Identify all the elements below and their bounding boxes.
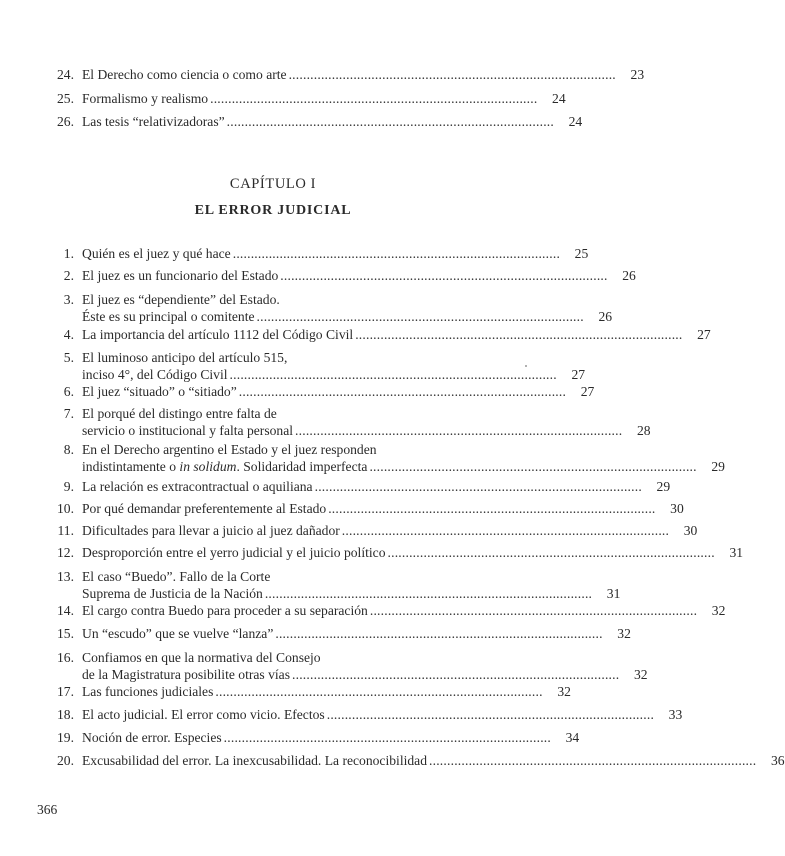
entry-title: Éste es su principal o comitente bbox=[82, 309, 255, 324]
entry-page-number: 31 bbox=[729, 545, 744, 560]
entry-body bbox=[82, 729, 579, 746]
toc-entry bbox=[50, 383, 595, 400]
entry-page-number: 29 bbox=[656, 479, 671, 494]
toc-entry bbox=[50, 326, 711, 343]
entry-body bbox=[82, 478, 670, 495]
dot-leader bbox=[429, 752, 755, 769]
entry-title: El juez es “dependiente” del Estado. bbox=[82, 292, 280, 307]
entry-number: 8. bbox=[63, 442, 74, 457]
entry-body bbox=[82, 602, 725, 619]
toc-entry bbox=[50, 625, 631, 642]
entry-page-number: 33 bbox=[668, 707, 683, 722]
entry-number: 20. bbox=[57, 753, 74, 768]
dot-leader bbox=[369, 458, 695, 475]
entry-title: El Derecho como ciencia o como arte bbox=[82, 67, 287, 82]
entry-body bbox=[82, 245, 588, 262]
entry-title: de la Magistratura posibilite otras vías bbox=[82, 667, 291, 682]
page-number: 366 bbox=[37, 802, 58, 817]
entry-page-number: 32 bbox=[711, 603, 726, 618]
toc-entry bbox=[50, 522, 698, 539]
entry-number: 14. bbox=[57, 603, 74, 618]
entry-number: 15. bbox=[57, 626, 74, 641]
entry-line bbox=[82, 291, 612, 308]
toc-entry bbox=[50, 729, 580, 746]
entry-title: Las funciones judiciales bbox=[82, 684, 214, 699]
entry-line bbox=[82, 349, 585, 366]
entry-body bbox=[82, 113, 582, 130]
entry-title: Formalismo y realismo bbox=[82, 91, 209, 106]
entry-number: 4. bbox=[63, 327, 74, 342]
toc-entry bbox=[50, 66, 645, 83]
entry-body bbox=[82, 752, 785, 769]
entry-line bbox=[82, 706, 682, 723]
toc-entry bbox=[50, 752, 785, 769]
entry-number: 12. bbox=[57, 545, 74, 560]
entry-title: El juez es un funcionario del Estado bbox=[82, 268, 279, 283]
entry-line bbox=[82, 683, 571, 700]
entry-number: 13. bbox=[57, 569, 74, 584]
entry-title: La relación es extracontractual o aquiliana bbox=[82, 479, 313, 494]
toc-entry bbox=[50, 349, 586, 383]
entry-title: El juez “situado” o “sitiado” bbox=[82, 384, 237, 399]
dot-leader bbox=[355, 326, 681, 343]
dot-leader bbox=[342, 522, 668, 539]
entry-title: Las tesis “relativizadoras” bbox=[82, 114, 225, 129]
chapter-title: EL ERROR JUDICIAL bbox=[194, 203, 352, 218]
dot-leader bbox=[257, 308, 583, 325]
toc-entry bbox=[50, 649, 648, 683]
entry-title: Excusabilidad del error. La inexcusabilidad. La reconocibilidad bbox=[82, 753, 428, 768]
toc-entry bbox=[50, 267, 636, 284]
entry-line bbox=[82, 405, 651, 422]
entry-title: Noción de error. Especies bbox=[82, 730, 222, 745]
entry-page-number: 26 bbox=[598, 309, 613, 324]
entry-body bbox=[82, 544, 743, 561]
entry-line bbox=[82, 113, 582, 130]
entry-number: 2. bbox=[63, 268, 74, 283]
dot-leader bbox=[239, 383, 565, 400]
entry-body bbox=[82, 90, 566, 107]
dot-leader bbox=[215, 683, 541, 700]
toc-entry bbox=[50, 113, 583, 130]
entry-page-number: 34 bbox=[565, 730, 580, 745]
entry-title: El porqué del distingo entre falta de bbox=[82, 406, 277, 421]
entry-title: Quién es el juez y qué hace bbox=[82, 246, 231, 261]
entry-number: 26. bbox=[57, 114, 74, 129]
entry-number: 6. bbox=[63, 384, 74, 399]
dot-leader bbox=[275, 625, 601, 642]
entry-line bbox=[82, 568, 620, 585]
entry-title: Suprema de Justicia de la Nación bbox=[82, 586, 263, 601]
entry-page-number: 32 bbox=[617, 626, 631, 641]
entry-line bbox=[82, 585, 620, 602]
entry-line bbox=[82, 666, 648, 683]
dot-leader bbox=[388, 544, 714, 561]
entry-line bbox=[82, 90, 566, 107]
dot-leader bbox=[295, 422, 621, 439]
entry-page-number: 27 bbox=[571, 367, 586, 382]
entry-body bbox=[82, 568, 620, 602]
toc-entry bbox=[50, 291, 613, 325]
entry-body bbox=[82, 66, 644, 83]
dot-leader bbox=[289, 66, 615, 83]
entry-title: Dificultades para llevar a juicio al juez dañador bbox=[82, 523, 340, 538]
dot-leader bbox=[224, 729, 550, 746]
entry-number: 24. bbox=[57, 67, 74, 82]
entry-title: La importancia del artículo 1112 del Código Civil bbox=[82, 327, 354, 342]
entry-body bbox=[82, 326, 711, 343]
entry-page-number: 28 bbox=[636, 423, 651, 438]
toc-entry bbox=[50, 568, 621, 602]
entry-line bbox=[82, 245, 588, 262]
entry-line bbox=[82, 500, 684, 517]
entry-page-number: 25 bbox=[574, 246, 589, 261]
entry-line bbox=[82, 308, 612, 325]
entry-number: 11. bbox=[57, 523, 74, 538]
entry-page-number: 32 bbox=[633, 667, 648, 682]
toc-entry bbox=[50, 683, 571, 700]
dot-leader bbox=[327, 706, 653, 723]
entry-number: 1. bbox=[63, 246, 74, 261]
entry-page-number: 36 bbox=[770, 753, 785, 768]
entry-page-number: 27 bbox=[697, 327, 711, 342]
entry-number: 3. bbox=[63, 292, 74, 307]
entry-body bbox=[82, 267, 636, 284]
entry-page-number: 27 bbox=[580, 384, 595, 399]
entry-line bbox=[82, 422, 651, 439]
entry-number: 5. bbox=[63, 350, 74, 365]
entry-line bbox=[82, 366, 585, 383]
entry-line bbox=[82, 478, 670, 495]
entry-body bbox=[82, 649, 648, 683]
dot-leader bbox=[227, 113, 553, 130]
entry-line bbox=[82, 383, 594, 400]
entry-title: inciso 4°, del Código Civil bbox=[82, 367, 228, 382]
entry-title: El cargo contra Buedo para proceder a su separación bbox=[82, 603, 368, 618]
entry-line bbox=[82, 752, 785, 769]
entry-line bbox=[82, 66, 644, 83]
dot-leader bbox=[292, 666, 618, 683]
entry-number: 18. bbox=[57, 707, 74, 722]
entry-line bbox=[82, 729, 579, 746]
entry-page-number: 24 bbox=[568, 114, 583, 129]
entry-body bbox=[82, 291, 612, 325]
toc-entry bbox=[50, 478, 671, 495]
entry-number: 19. bbox=[57, 730, 74, 745]
dot-leader bbox=[370, 602, 696, 619]
entry-body bbox=[82, 349, 585, 383]
entry-title: Confiamos en que la normativa del Consejo bbox=[82, 650, 321, 665]
entry-title: El luminoso anticipo del artículo 515, bbox=[82, 350, 288, 365]
entry-line bbox=[82, 441, 725, 458]
entry-page-number: 31 bbox=[606, 586, 621, 601]
entry-title: El acto judicial. El error como vicio. Efectos bbox=[82, 707, 325, 722]
entry-line bbox=[82, 326, 711, 343]
entry-number: 10. bbox=[57, 501, 74, 516]
entry-number: 7. bbox=[63, 406, 74, 421]
entry-body bbox=[82, 706, 682, 723]
dot-leader bbox=[328, 500, 654, 517]
toc-entry bbox=[50, 602, 726, 619]
entry-line bbox=[82, 267, 636, 284]
entry-page-number: 23 bbox=[630, 67, 645, 82]
toc-entry bbox=[50, 441, 725, 475]
entry-line bbox=[82, 649, 648, 666]
entry-body bbox=[82, 625, 631, 642]
entry-page-number: 29 bbox=[711, 459, 725, 474]
entry-page-number: 24 bbox=[552, 91, 566, 106]
entry-body bbox=[82, 441, 725, 475]
entry-number: 17. bbox=[57, 684, 74, 699]
dot-leader bbox=[265, 585, 591, 602]
entry-title: Por qué demandar preferentemente al Estado bbox=[82, 501, 327, 516]
entry-page-number: 30 bbox=[670, 501, 684, 516]
entry-line bbox=[82, 458, 725, 475]
entry-title: servicio o institucional y falta personal bbox=[82, 423, 294, 438]
entry-page-number: 26 bbox=[622, 268, 636, 283]
entry-number: 16. bbox=[57, 650, 74, 665]
entry-line bbox=[82, 522, 697, 539]
toc-entry bbox=[50, 90, 566, 107]
entry-page-number: 32 bbox=[557, 684, 571, 699]
toc-entry bbox=[50, 706, 683, 723]
entry-body bbox=[82, 683, 571, 700]
entry-title: Desproporción entre el yerro judicial y el juicio político bbox=[82, 545, 386, 560]
toc-entry bbox=[50, 405, 651, 439]
dot-leader bbox=[210, 90, 536, 107]
chapter-label: CAPÍTULO I bbox=[229, 176, 317, 192]
entry-body bbox=[82, 500, 684, 517]
dot-leader bbox=[233, 245, 559, 262]
entry-page-number: 30 bbox=[683, 523, 698, 538]
entry-title: En el Derecho argentino el Estado y el juez responden bbox=[82, 442, 377, 457]
speck bbox=[525, 365, 527, 367]
entry-line bbox=[82, 602, 725, 619]
entry-number: 9. bbox=[63, 479, 74, 494]
entry-body bbox=[82, 522, 697, 539]
toc-entry bbox=[50, 500, 684, 517]
entry-line bbox=[82, 625, 631, 642]
entry-number: 25. bbox=[57, 91, 74, 106]
entry-title: indistintamente o in solidum. Solidaridad imperfecta bbox=[82, 459, 368, 474]
dot-leader bbox=[280, 267, 606, 284]
dot-leader bbox=[230, 366, 556, 383]
entry-line bbox=[82, 544, 743, 561]
dot-leader bbox=[315, 478, 641, 495]
toc-entry bbox=[50, 245, 589, 262]
toc-entry bbox=[50, 544, 744, 561]
entry-title: Un “escudo” que se vuelve “lanza” bbox=[82, 626, 274, 641]
entry-body bbox=[82, 383, 594, 400]
entry-title: El caso “Buedo”. Fallo de la Corte bbox=[82, 569, 271, 584]
entry-body bbox=[82, 405, 651, 439]
